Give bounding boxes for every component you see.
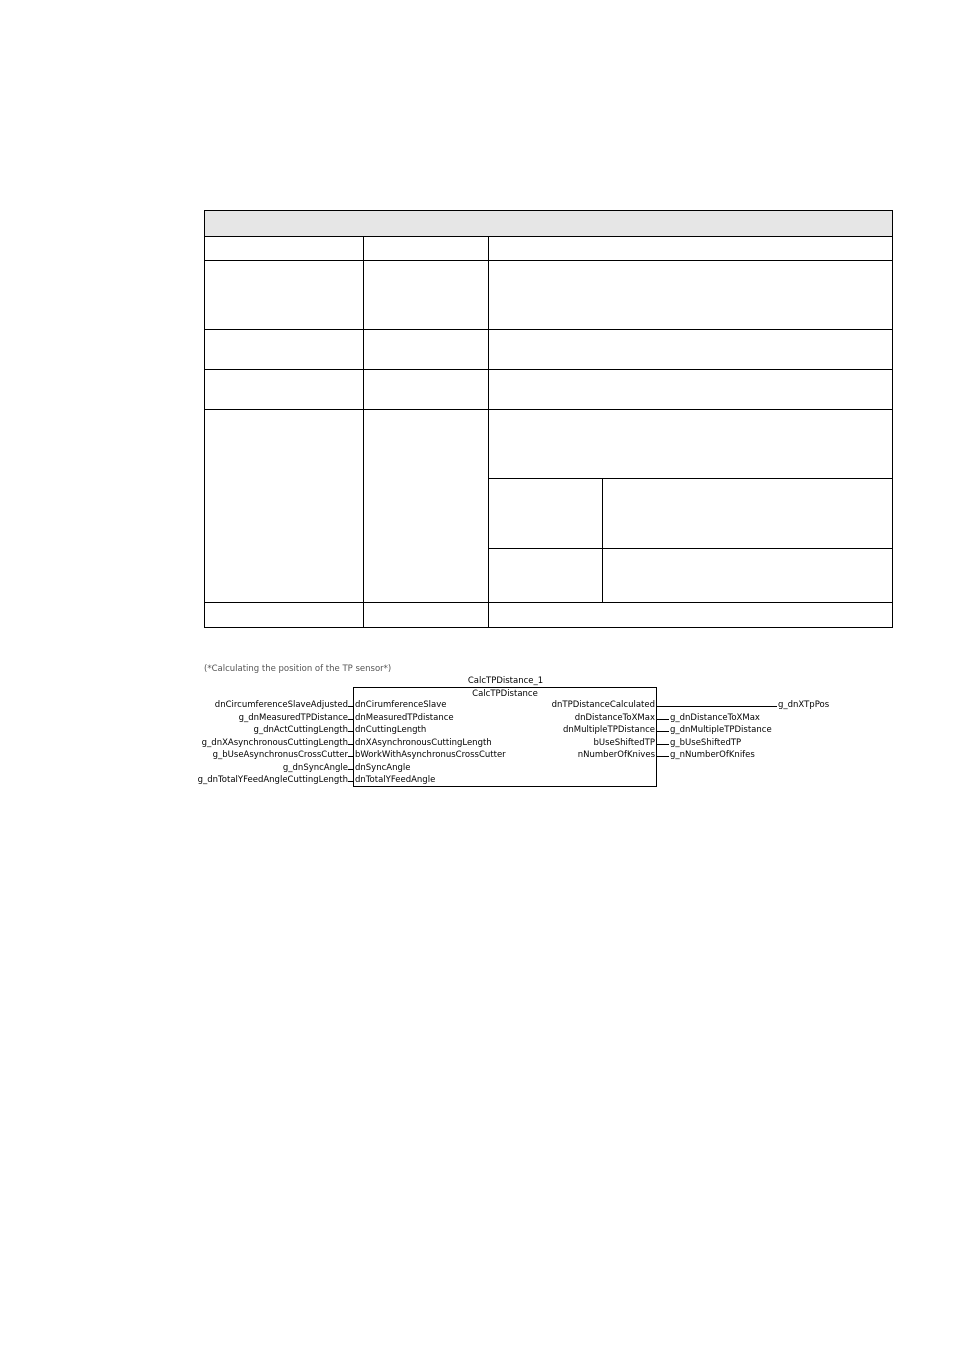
- input-pin: dnMeasuredTPdistance: [355, 713, 454, 723]
- output-variable: g_dnXTpPos: [778, 700, 830, 710]
- output-wire: [657, 744, 669, 745]
- table-cell: [488, 260, 893, 330]
- input-variable: g_bUseAsynchronusCrossCutter: [212, 750, 348, 760]
- input-pin: dnTotalYFeedAngle: [355, 775, 436, 785]
- table-cell: [488, 329, 893, 370]
- table-cell: [363, 602, 489, 628]
- table-subcell: [488, 478, 603, 549]
- output-pin: dnDistanceToXMax: [574, 713, 655, 723]
- output-pin: bUseShiftedTP: [593, 738, 655, 748]
- input-variable: g_dnActCuttingLength: [253, 725, 348, 735]
- block-instance-name: CalcTPDistance_1: [467, 676, 544, 686]
- parameter-table: [204, 210, 893, 628]
- table-cell: [204, 329, 364, 370]
- table-header-row: [204, 210, 893, 237]
- output-variable: g_dnMultipleTPDistance: [670, 725, 772, 735]
- input-variable: g_dnXAsynchronousCuttingLength: [201, 738, 348, 748]
- input-variable: dnCircumferenceSlaveAdjusted: [214, 700, 348, 710]
- input-pin: dnCirumferenceSlave: [355, 700, 447, 710]
- input-wire: [348, 731, 354, 732]
- output-pin: dnMultipleTPDistance: [562, 725, 655, 735]
- output-variable: g_nNumberOfKnifes: [670, 750, 755, 760]
- output-variable: g_bUseShiftedTP: [670, 738, 742, 748]
- table-cell: [488, 409, 893, 479]
- block-type-name: CalcTPDistance: [472, 689, 538, 699]
- table-subcell: [488, 548, 603, 603]
- input-variable: g_dnMeasuredTPDistance: [238, 713, 348, 723]
- table-cell: [488, 369, 893, 410]
- table-cell: [363, 369, 489, 410]
- input-pin: bWorkWithAsynchronusCrossCutter: [355, 750, 506, 760]
- input-wire: [348, 719, 354, 720]
- output-pin: dnTPDistanceCalculated: [551, 700, 655, 710]
- input-variable: g_dnSyncAngle: [282, 763, 348, 773]
- table-cell: [204, 236, 364, 261]
- input-wire: [348, 769, 354, 770]
- table-cell: [204, 602, 364, 628]
- input-wire: [348, 781, 354, 782]
- table-cell: [204, 260, 364, 330]
- input-pin: dnSyncAngle: [355, 763, 411, 773]
- output-wire: [657, 756, 669, 757]
- table-cell: [488, 236, 893, 261]
- input-variable: g_dnTotalYFeedAngleCuttingLength: [197, 775, 348, 785]
- table-cell: [204, 409, 364, 603]
- table-cell: [363, 236, 489, 261]
- output-wire: [657, 706, 777, 707]
- output-wire: [657, 731, 669, 732]
- output-wire: [657, 719, 669, 720]
- input-wire: [348, 756, 354, 757]
- input-wire: [348, 706, 354, 707]
- diagram-comment: (*Calculating the position of the TP sensor*): [204, 664, 392, 674]
- output-pin: nNumberOfKnives: [577, 750, 655, 760]
- table-subcell: [602, 548, 893, 603]
- table-cell: [363, 329, 489, 370]
- table-cell: [204, 369, 364, 410]
- input-pin: dnCuttingLength: [355, 725, 427, 735]
- input-pin: dnXAsynchronousCuttingLength: [355, 738, 492, 748]
- table-cell: [363, 260, 489, 330]
- table-cell: [488, 602, 893, 628]
- table-subcell: [602, 478, 893, 549]
- table-cell: [363, 409, 489, 603]
- input-wire: [348, 744, 354, 745]
- output-variable: g_dnDistanceToXMax: [670, 713, 760, 723]
